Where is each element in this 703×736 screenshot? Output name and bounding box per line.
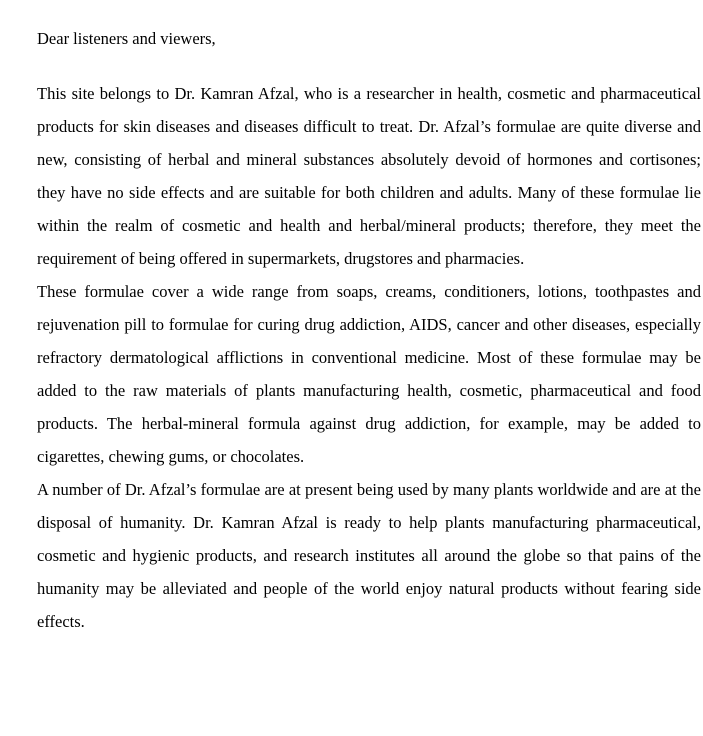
- paragraph-intro: This site belongs to Dr. Kamran Afzal, who is a researcher in health, cosmetic and pharmaceutical products for skin diseases and diseases difficult to treat. Dr. Afzal’s formulae are quite diverse and new, consisting of herbal and mineral substances absolutely devoid of hormones and cortisones; they have no side effects and are suitable for both children and adults. Many of these formulae lie within the realm of cosmetic and health and herbal/mineral products; therefore, they meet the requirement of being offered in supermarkets, drugstores and pharmacies.: [37, 84, 701, 268]
- paragraph-availability: A number of Dr. Afzal’s formulae are at present being used by many plants worldwide and are at the disposal of humanity. Dr. Kamran Afzal is ready to help plants manufacturing pharmaceutical, cosmetic and hygienic products, and research institutes all around the globe so that pains of the humanity may be alleviated and people of the world enjoy natural products without fearing side effects.: [37, 480, 701, 631]
- letter-greeting: Dear listeners and viewers,: [37, 29, 216, 48]
- paragraph-formulae-range: These formulae cover a wide range from soaps, creams, conditioners, lotions, toothpastes and rejuvenation pill to formulae for curing drug addiction, AIDS, cancer and other diseases, especially refractory dermatological afflictions in conventional medicine. Most of these formulae may be added to the raw materials of plants manufacturing health, cosmetic, pharmaceutical and food products. The herbal-mineral formula against drug addiction, for example, may be added to cigarettes, chewing gums, or chocolates.: [37, 282, 701, 466]
- paragraph-spacer: [37, 55, 703, 77]
